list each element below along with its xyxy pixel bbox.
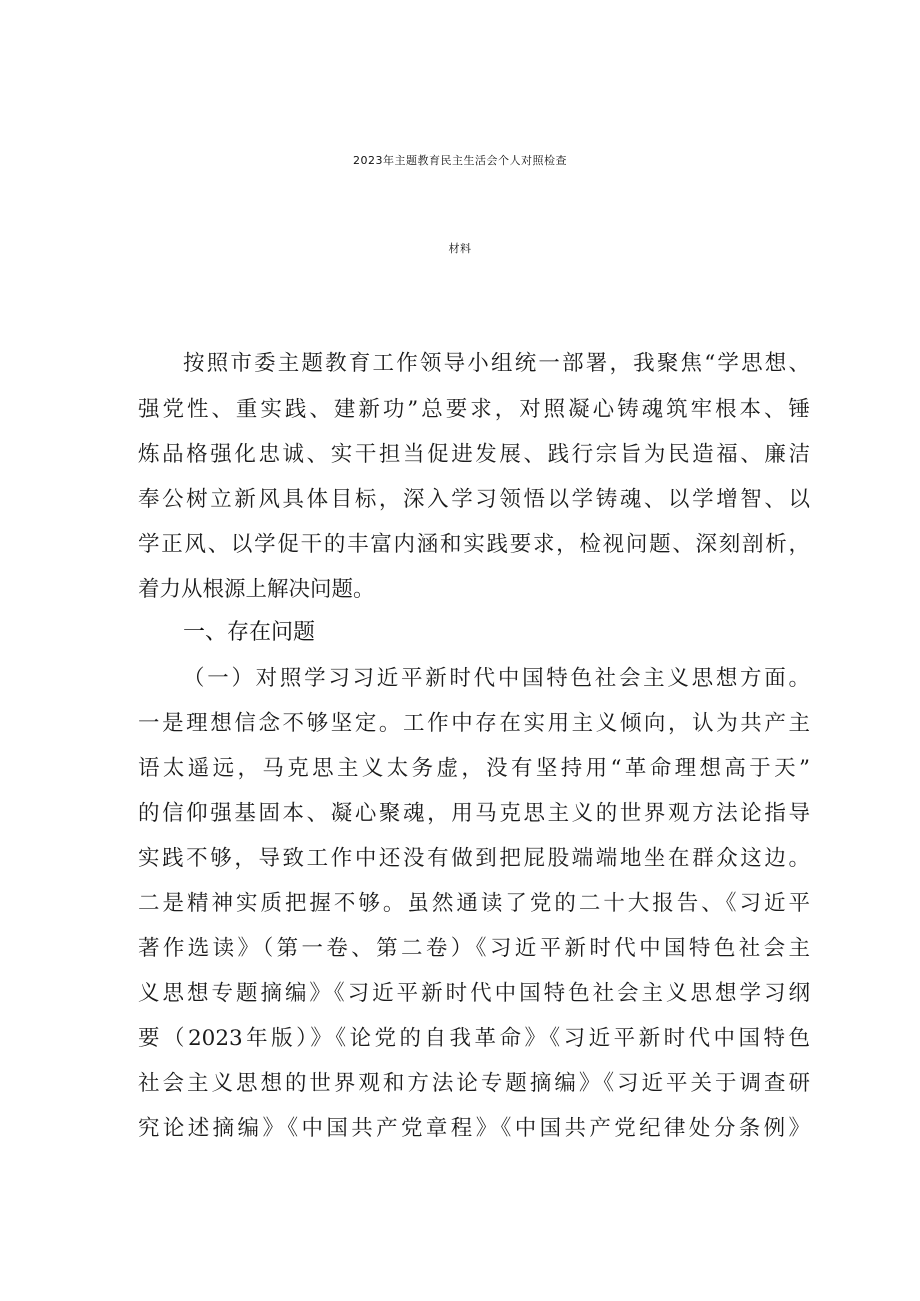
intro-paragraph-line: 按照市委主题教育工作领导小组统一部署，我聚焦“学思想、 — [183, 351, 810, 376]
intro-paragraph-line: 奉公树立新风具体目标，深入学习领悟以学铸魂、以学增智、以 — [138, 487, 810, 512]
section-paragraph-line: 社会主义思想的世界观和方法论专题摘编》《习近平关于调查研 — [138, 1071, 810, 1096]
section-paragraph-line: 的信仰强基固本、凝心聚魂，用马克思主义的世界观方法论指导 — [138, 801, 810, 826]
section-heading: 一、存在问题 — [183, 620, 316, 645]
section-paragraph-line: 究论述摘编》《中国共产党章程》《中国共产党纪律处分条例》 — [138, 1116, 810, 1141]
document-title-line-1: 2023年主题教育民主生活会个人对照检查 — [353, 154, 567, 167]
intro-paragraph-line: 强党性、重实践、建新功”总要求，对照凝心铸魂筑牢根本、锤 — [138, 397, 810, 422]
section-paragraph-line: 义思想专题摘编》《习近平新时代中国特色社会主义思想学习纲 — [138, 981, 810, 1006]
section-paragraph-line: 著作选读》（第一卷、第二卷）《习近平新时代中国特色社会主 — [138, 936, 810, 961]
intro-paragraph-line: 着力从根源上解决问题。 — [138, 577, 375, 602]
intro-paragraph-line: 炼品格强化忠诚、实干担当促进发展、践行宗旨为民造福、廉洁 — [138, 442, 810, 467]
intro-paragraph-line: 学正风、以学促干的丰富内涵和实践要求，检视问题、深刻剖析， — [138, 532, 810, 557]
section-paragraph-line: 要（2023年版）》《论党的自我革命》《习近平新时代中国特色 — [138, 1026, 810, 1051]
section-paragraph-line: （一）对照学习习近平新时代中国特色社会主义思想方面。 — [183, 666, 810, 691]
document-title-line-2: 材料 — [448, 242, 472, 255]
section-paragraph-line: 语太遥远，马克思主义太务虚，没有坚持用“革命理想高于天” — [138, 756, 810, 781]
section-paragraph-line: 一是理想信念不够坚定。工作中存在实用主义倾向，认为共产主 — [138, 711, 810, 736]
section-paragraph-line: 实践不够，导致工作中还没有做到把屁股端端地坐在群众这边。 — [138, 846, 810, 871]
section-paragraph-line: 二是精神实质把握不够。虽然通读了党的二十大报告、《习近平 — [138, 891, 810, 916]
